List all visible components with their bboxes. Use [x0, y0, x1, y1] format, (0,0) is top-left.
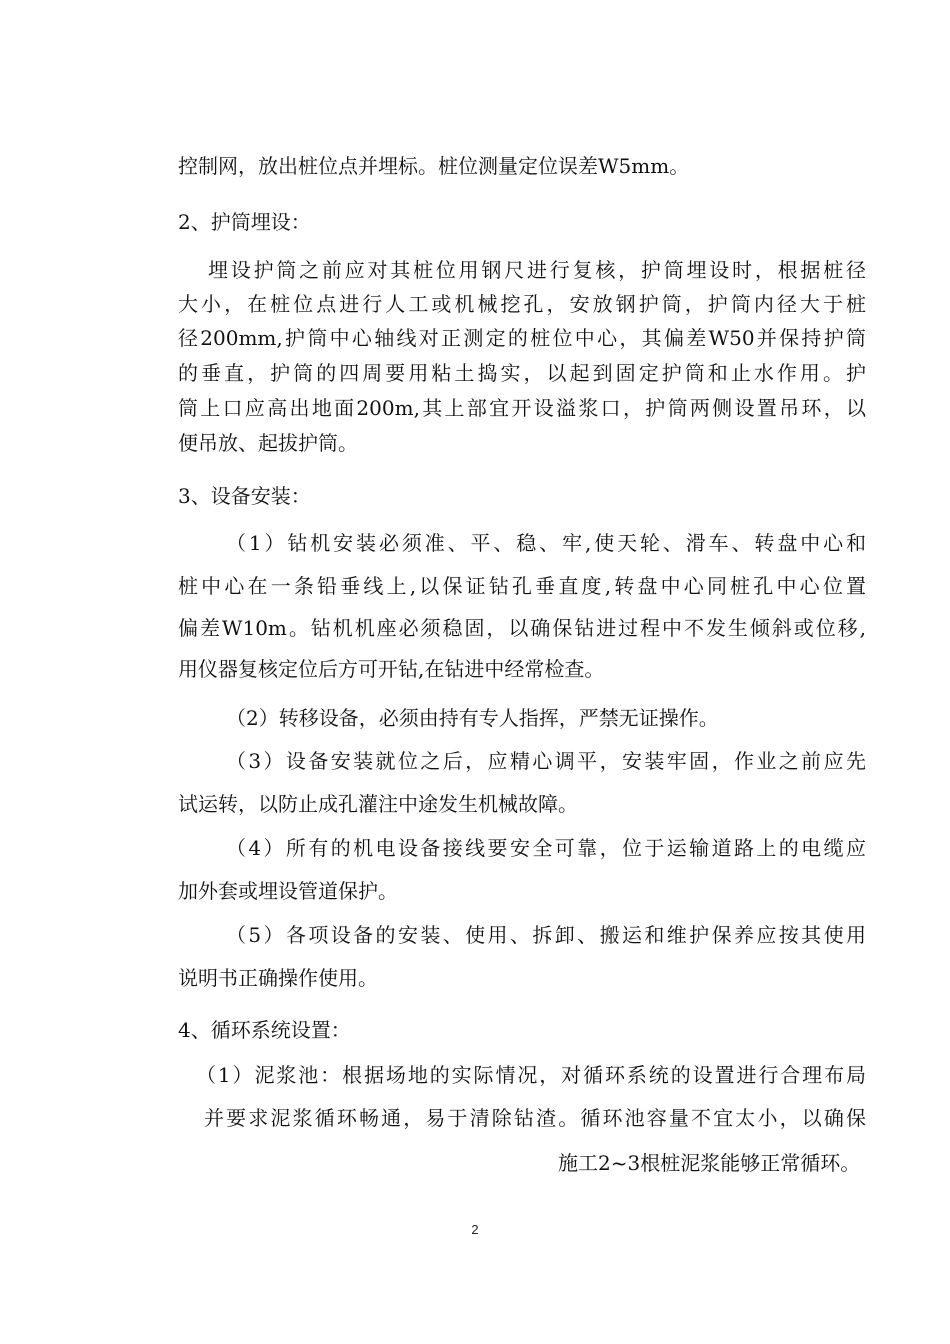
paragraph-line: 筒上口应高出地面200m,其上部宜开设溢浆口，护筒两侧设置吊环，以 [178, 396, 866, 420]
paragraph-line: 偏差W10m。钻机机座必须稳固，以确保钻进过程中不发生倾斜或位移, [178, 616, 866, 640]
paragraph-line: 埋设护筒之前应对其桩位用钢尺进行复核，护筒埋设时，根据桩径 [208, 258, 866, 282]
paragraph-line: 用仪器复核定位后方可开钻,在钻进中经常检查。 [178, 657, 605, 681]
paragraph-line: 桩中心在一条铅垂线上,以保证钻孔垂直度,转盘中心同桩孔中心位置 [178, 574, 866, 598]
paragraph-line: 并要求泥浆循环畅通，易于清除钻渣。循环池容量不宜太小，以确保 [204, 1106, 866, 1130]
paragraph-line: （3）设备安装就位之后，应精心调平，安装牢固，作业之前应先 [226, 749, 866, 773]
paragraph-line: 加外套或埋设管道保护。 [178, 879, 398, 903]
paragraph-line: 便吊放、起拔护筒。 [178, 431, 358, 455]
paragraph-line: （1）泥浆池：根据场地的实际情况，对循环系统的设置进行合理布局 [196, 1063, 866, 1087]
paragraph-line: （1）钻机安装必须准、平、稳、牢,使天轮、滑车、转盘中心和 [226, 531, 866, 555]
section-heading: 2、护筒埋设： [178, 210, 311, 234]
paragraph-line: 的垂直，护筒的四周要用粘土捣实，以起到固定护筒和止水作用。护 [178, 361, 866, 385]
paragraph-line: （5）各项设备的安装、使用、拆卸、搬运和维护保养应按其使用 [226, 923, 866, 947]
paragraph-line: 大小，在桩位点进行人工或机械挖孔，安放钢护筒，护筒内径大于桩 [178, 292, 866, 316]
paragraph-line: 控制网，放出桩位点并埋标。桩位测量定位误差W5mm。 [178, 154, 690, 178]
paragraph-line: （2）转移设备，必须由持有专人指挥，严禁无证操作。 [226, 706, 719, 730]
paragraph-line: （4）所有的机电设备接线要安全可靠，位于运输道路上的电缆应 [226, 836, 866, 860]
section-heading: 3、设备安装： [178, 484, 311, 508]
page-number: 2 [471, 1222, 479, 1237]
paragraph-line: 试运转，以防止成孔灌注中途发生机械故障。 [178, 792, 578, 816]
paragraph-line: 说明书正确操作使用。 [178, 966, 378, 990]
paragraph-line: 施工2~3根桩泥浆能够正常循环。 [558, 1151, 861, 1175]
paragraph-line: 径200mm,护筒中心轴线对正测定的桩位中心，其偏差W50并保持护筒 [178, 326, 866, 350]
section-heading: 4、循环系统设置： [178, 1018, 351, 1042]
